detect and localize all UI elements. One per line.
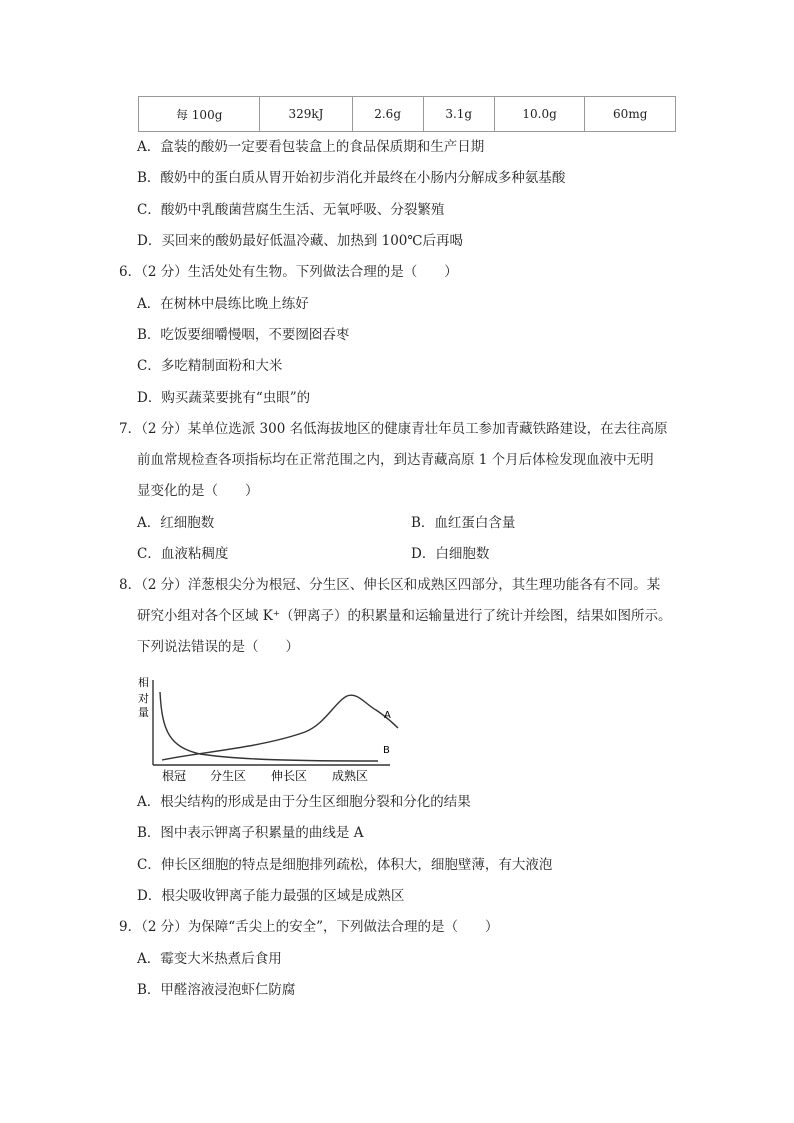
x-label-elongation: 伸长区 — [271, 769, 308, 783]
y-axis-label: 相 — [138, 676, 149, 689]
table-cell: 2.6g — [352, 97, 423, 132]
q6-option-d: D．购买蔬菜要挑有“虫眼”的 — [137, 390, 311, 406]
table-cell: 3.1g — [423, 97, 494, 132]
q9-stem: 9．（2 分）为保障“舌尖上的安全”，下列做法合理的是（ ） — [119, 919, 499, 935]
q5-option-c: C．酸奶中乳酸菌营腐生生活、无氧呼吸、分裂繁殖 — [137, 202, 445, 218]
x-label-root-cap: 根冠 — [162, 769, 187, 783]
q7-stem-line-1: 7．（2 分）某单位选派 300 名低海拔地区的健康青壮年员工参加青藏铁路建设，在去往高原 — [119, 421, 668, 437]
y-axis-label-part: 对 — [138, 692, 149, 705]
q5-option-d: D．买回来的酸奶最好低温冷藏、加热到 100℃后再喝 — [137, 233, 463, 249]
table-cell: 每 100g — [139, 97, 260, 132]
curve-b-label: B — [383, 745, 390, 756]
q6-option-b: B．吃饭要细嚼慢咽，不要囫囵吞枣 — [137, 327, 350, 343]
q6-option-a: A．在树林中晨练比晚上练好 — [137, 296, 309, 312]
nutrition-table — [138, 96, 676, 132]
q6-option-c: C．多吃精制面粉和大米 — [137, 358, 283, 374]
x-label-maturation: 成熟区 — [332, 769, 369, 783]
table-cell: 60mg — [585, 97, 676, 132]
curve-a — [162, 695, 398, 760]
q9-option-a: A．霉变大米热煮后食用 — [137, 951, 282, 967]
table-cell: 329kJ — [260, 97, 352, 132]
q7-option-c: C．血液粘稠度 — [137, 546, 229, 562]
q9-option-b: B．甲醛溶液浸泡虾仁防腐 — [137, 982, 296, 998]
curve-a-label: A — [384, 710, 391, 721]
table-cell: 10.0g — [494, 97, 585, 132]
q7-option-b: B．血红蛋白含量 — [411, 515, 516, 531]
table-row — [139, 97, 676, 132]
q7-option-a: A．红细胞数 — [137, 515, 215, 531]
q8-stem-line-2: 研究小组对各个区域 K⁺（钾离子）的积累量和运输量进行了统计并绘图，结果如图所示。 — [137, 608, 672, 624]
q6-stem: 6．（2 分）生活处处有生物。下列做法合理的是（ ） — [119, 264, 458, 280]
q7-option-d: D．白细胞数 — [411, 546, 490, 562]
q8-stem-line-1: 8．（2 分）洋葱根尖分为根冠、分生区、伸长区和成熟区四部分，其生理功能各有不同。某 — [119, 577, 661, 593]
x-label-meristem: 分生区 — [210, 769, 247, 783]
q7-stem-line-2: 前血常规检查各项指标均在正常范围之内，到达青藏高原 1 个月后体检发现血液中无明 — [137, 452, 654, 468]
y-axis-label-part: 量 — [138, 706, 149, 719]
q8-option-d: D．根尖吸收钾离子能力最强的区域是成熟区 — [137, 888, 405, 904]
q8-option-a: A．根尖结构的形成是由于分生区细胞分裂和分化的结果 — [137, 794, 471, 810]
curve-b — [160, 692, 378, 761]
q5-option-b: B．酸奶中的蛋白质从胃开始初步消化并最终在小肠内分解成多种氨基酸 — [137, 170, 566, 186]
q8-option-c: C．伸长区细胞的特点是细胞排列疏松，体积大，细胞壁薄，有大液泡 — [137, 857, 553, 873]
q5-option-a: A．盒装的酸奶一定要看包装盒上的食品保质期和生产日期 — [137, 139, 485, 155]
q7-stem-line-3: 显变化的是（ ） — [137, 483, 259, 499]
potassium-figure — [140, 672, 402, 784]
q8-option-b: B．图中表示钾离子积累量的曲线是 A — [137, 825, 364, 841]
q8-stem-line-3: 下列说法错误的是（ ） — [137, 639, 299, 655]
